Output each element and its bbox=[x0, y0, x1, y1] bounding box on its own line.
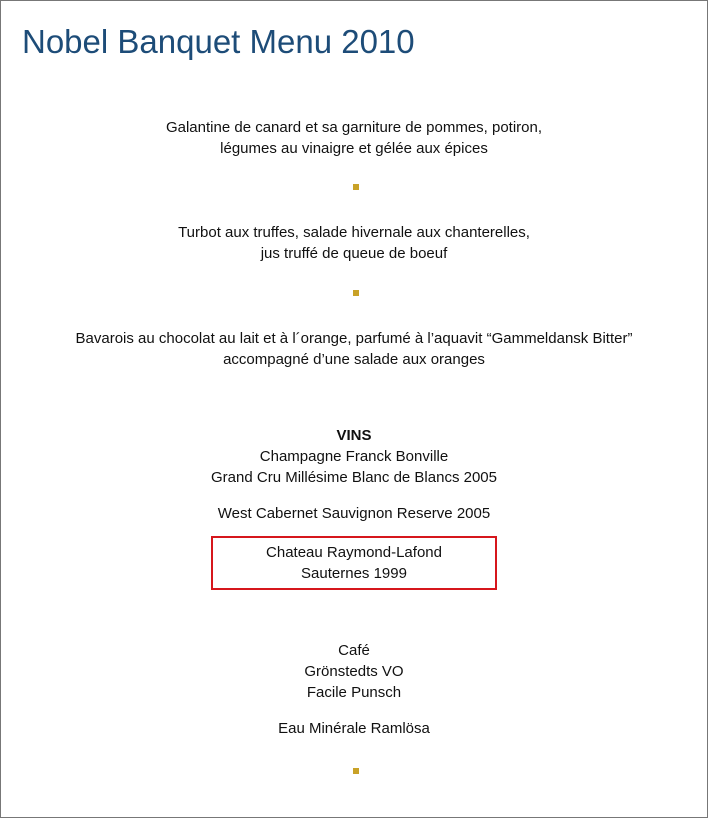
course-1-line-1: Galantine de canard et sa garniture de pommes, potiron, bbox=[165, 119, 543, 136]
page-title: Nobel Banquet Menu 2010 bbox=[22, 23, 415, 60]
wines-heading: VINS bbox=[336, 427, 372, 444]
course-3-line-2: accompagné d’une salade aux oranges bbox=[223, 351, 485, 368]
champagne-line-1: Champagne Franck Bonville bbox=[259, 448, 449, 465]
separator-dot bbox=[353, 768, 359, 774]
wines-section bbox=[0, 425, 708, 488]
after-item: Facile Punsch bbox=[306, 684, 402, 701]
course-1 bbox=[0, 117, 708, 159]
after-item: Café bbox=[338, 642, 370, 659]
separator-dot bbox=[353, 290, 359, 296]
course-3 bbox=[0, 328, 708, 370]
course-2-line-2: jus truffé de queue de boeuf bbox=[260, 245, 448, 262]
sweet-wine-line-1: Chateau Raymond-Lafond bbox=[266, 544, 442, 561]
sweet-wine bbox=[0, 542, 708, 584]
course-3-line-1: Bavarois au chocolat au lait et à l´orange, parfumé à l’aquavit “Gammeldansk Bitter” bbox=[75, 330, 633, 347]
red-wine bbox=[0, 503, 708, 524]
course-2 bbox=[0, 222, 708, 264]
course-2-line-1: Turbot aux truffes, salade hivernale aux chanterelles, bbox=[178, 224, 530, 241]
after-dinner bbox=[0, 640, 708, 703]
course-1-line-2: légumes au vinaigre et gélée aux épices bbox=[220, 140, 488, 157]
separator-dot bbox=[353, 184, 359, 190]
champagne-line-2: Grand Cru Millésime Blanc de Blancs 2005 bbox=[211, 469, 497, 486]
red-wine-line: West Cabernet Sauvignon Reserve 2005 bbox=[217, 505, 491, 522]
water bbox=[0, 718, 708, 739]
sweet-wine-line-2: Sauternes 1999 bbox=[301, 565, 407, 582]
water-line: Eau Minérale Ramlösa bbox=[278, 720, 430, 737]
after-item: Grönstedts VO bbox=[304, 663, 404, 680]
